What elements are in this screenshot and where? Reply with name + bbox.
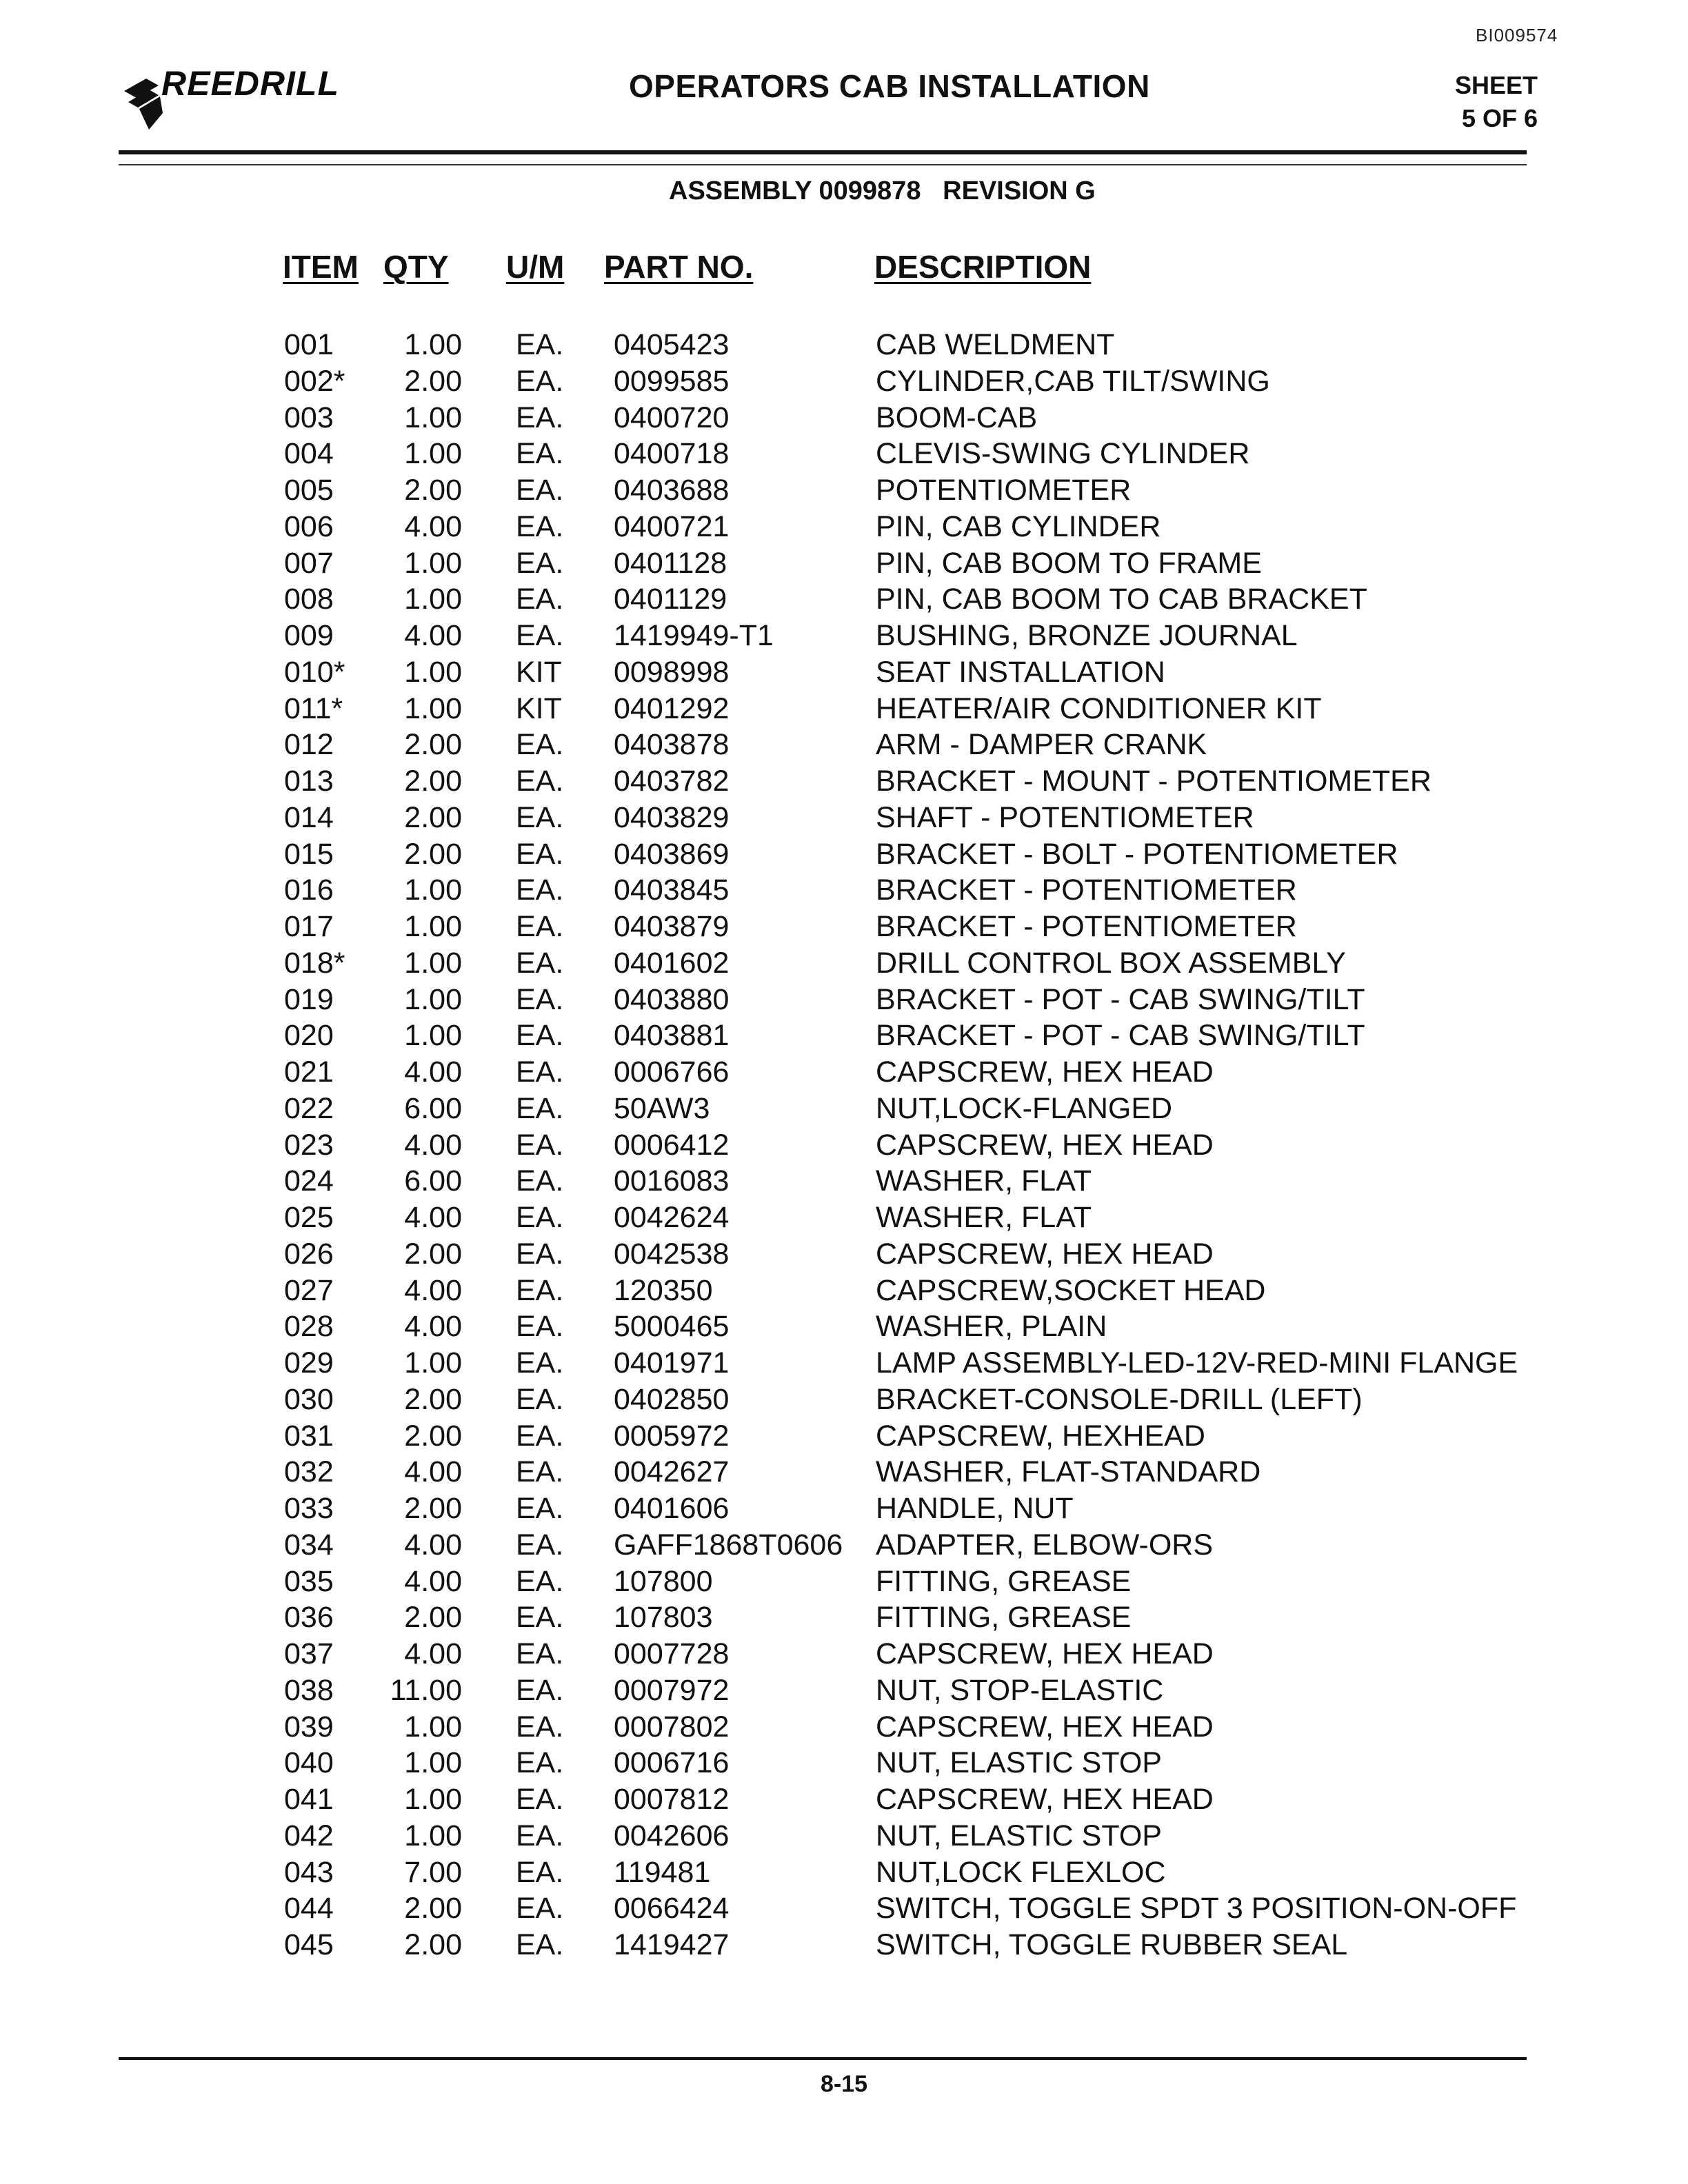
part-number: 0403879 bbox=[614, 910, 730, 943]
quantity: 1.00 bbox=[404, 1710, 462, 1743]
quantity: 1.00 bbox=[404, 437, 462, 471]
part-description: NUT, STOP-ELASTIC bbox=[876, 1673, 1164, 1707]
table-row bbox=[0, 1091, 1688, 1127]
unit-of-measure: KIT bbox=[516, 655, 562, 689]
part-number: 0403782 bbox=[614, 765, 730, 798]
column-header-part-no: PART NO. bbox=[604, 249, 754, 285]
quantity: 2.00 bbox=[404, 1928, 462, 1961]
part-number: 0007728 bbox=[614, 1637, 730, 1670]
unit-of-measure: EA. bbox=[516, 1746, 564, 1780]
sheet-value: 5 OF 6 bbox=[1461, 104, 1538, 132]
item-number: 027 bbox=[284, 1273, 334, 1307]
quantity: 2.00 bbox=[404, 1492, 462, 1525]
table-row bbox=[0, 1745, 1688, 1781]
table-row bbox=[0, 1200, 1688, 1236]
part-number: 0400721 bbox=[614, 509, 730, 543]
part-number: 0400718 bbox=[614, 437, 730, 471]
table-row bbox=[0, 1564, 1688, 1600]
quantity: 1.00 bbox=[404, 910, 462, 943]
table-row bbox=[0, 1781, 1688, 1818]
part-number: 0403688 bbox=[614, 474, 730, 507]
table-row bbox=[0, 945, 1688, 982]
table-row bbox=[0, 327, 1688, 363]
unit-of-measure: EA. bbox=[516, 1673, 564, 1707]
header-divider-thin bbox=[119, 164, 1527, 165]
part-number: 0005972 bbox=[614, 1419, 730, 1453]
page-number: 8-15 bbox=[820, 2071, 868, 2097]
unit-of-measure: EA. bbox=[516, 765, 564, 798]
quantity: 2.00 bbox=[404, 728, 462, 762]
part-description: BRACKET - POTENTIOMETER bbox=[876, 873, 1297, 907]
quantity: 1.00 bbox=[404, 1346, 462, 1379]
part-number: 0066424 bbox=[614, 1892, 730, 1925]
part-description: ADAPTER, ELBOW-ORS bbox=[876, 1528, 1214, 1561]
table-row bbox=[0, 1236, 1688, 1273]
item-number: 030 bbox=[284, 1382, 334, 1416]
unit-of-measure: EA. bbox=[516, 1492, 564, 1525]
part-number: 0042538 bbox=[614, 1237, 730, 1271]
quantity: 4.00 bbox=[404, 1455, 462, 1489]
table-row bbox=[0, 1308, 1688, 1345]
table-row bbox=[0, 982, 1688, 1018]
item-number: 029 bbox=[284, 1346, 334, 1379]
quantity: 4.00 bbox=[404, 1310, 462, 1344]
part-number: 0403878 bbox=[614, 728, 730, 762]
unit-of-measure: EA. bbox=[516, 401, 564, 434]
quantity: 1.00 bbox=[404, 946, 462, 980]
item-number: 019 bbox=[284, 982, 334, 1016]
table-row bbox=[0, 400, 1688, 436]
part-number: 0016083 bbox=[614, 1164, 730, 1198]
document-title: OPERATORS CAB INSTALLATION bbox=[629, 68, 1150, 104]
part-description: PIN, CAB CYLINDER bbox=[876, 509, 1161, 543]
part-number: 107803 bbox=[614, 1601, 713, 1635]
quantity: 7.00 bbox=[404, 1855, 462, 1889]
table-row bbox=[0, 1127, 1688, 1164]
unit-of-measure: EA. bbox=[516, 1419, 564, 1453]
quantity: 4.00 bbox=[404, 619, 462, 652]
part-number: GAFF1868T0606 bbox=[614, 1528, 843, 1561]
item-number: 034 bbox=[284, 1528, 334, 1561]
part-description: HANDLE, NUT bbox=[876, 1492, 1074, 1525]
part-description: DRILL CONTROL BOX ASSEMBLY bbox=[876, 946, 1346, 980]
part-description: CAPSCREW, HEX HEAD bbox=[876, 1783, 1214, 1816]
table-row bbox=[0, 909, 1688, 945]
table-row bbox=[0, 1709, 1688, 1746]
table-row bbox=[0, 691, 1688, 727]
item-number: 020 bbox=[284, 1019, 334, 1053]
unit-of-measure: EA. bbox=[516, 1455, 564, 1489]
table-row bbox=[0, 1672, 1688, 1709]
part-description: SWITCH, TOGGLE SPDT 3 POSITION-ON-OFF bbox=[876, 1892, 1517, 1925]
part-description: NUT,LOCK-FLANGED bbox=[876, 1091, 1173, 1125]
quantity: 1.00 bbox=[404, 546, 462, 580]
unit-of-measure: EA. bbox=[516, 728, 564, 762]
unit-of-measure: EA. bbox=[516, 1091, 564, 1125]
part-description: WASHER, FLAT-STANDARD bbox=[876, 1455, 1261, 1489]
quantity: 2.00 bbox=[404, 364, 462, 398]
item-number: 036 bbox=[284, 1601, 334, 1635]
unit-of-measure: EA. bbox=[516, 1710, 564, 1743]
table-row bbox=[0, 1273, 1688, 1309]
quantity: 1.00 bbox=[404, 873, 462, 907]
part-description: BRACKET - POT - CAB SWING/TILT bbox=[876, 1019, 1365, 1053]
part-number: 0099585 bbox=[614, 364, 730, 398]
unit-of-measure: EA. bbox=[516, 1273, 564, 1307]
part-description: CAPSCREW, HEXHEAD bbox=[876, 1419, 1205, 1453]
part-number: 0400720 bbox=[614, 401, 730, 434]
quantity: 2.00 bbox=[404, 1601, 462, 1635]
column-header-um: U/M bbox=[506, 249, 565, 285]
quantity: 4.00 bbox=[404, 1273, 462, 1307]
unit-of-measure: EA. bbox=[516, 328, 564, 361]
unit-of-measure: EA. bbox=[516, 583, 564, 616]
unit-of-measure: EA. bbox=[516, 474, 564, 507]
part-description: CAPSCREW, HEX HEAD bbox=[876, 1637, 1214, 1670]
part-description: WASHER, PLAIN bbox=[876, 1310, 1107, 1344]
part-description: CLEVIS-SWING CYLINDER bbox=[876, 437, 1250, 471]
quantity: 2.00 bbox=[404, 474, 462, 507]
part-number: 0401606 bbox=[614, 1492, 730, 1525]
quantity: 4.00 bbox=[404, 1201, 462, 1234]
item-number: 033 bbox=[284, 1492, 334, 1525]
item-number: 009 bbox=[284, 619, 334, 652]
unit-of-measure: EA. bbox=[516, 1819, 564, 1852]
unit-of-measure: EA. bbox=[516, 1128, 564, 1162]
quantity: 4.00 bbox=[404, 1055, 462, 1089]
part-description: BRACKET - MOUNT - POTENTIOMETER bbox=[876, 765, 1431, 798]
item-number: 037 bbox=[284, 1637, 334, 1670]
table-row bbox=[0, 1345, 1688, 1382]
item-number: 032 bbox=[284, 1455, 334, 1489]
part-number: 50AW3 bbox=[614, 1091, 710, 1125]
quantity: 1.00 bbox=[404, 1783, 462, 1816]
part-description: BOOM-CAB bbox=[876, 401, 1038, 434]
item-number: 005 bbox=[284, 474, 334, 507]
item-number: 003 bbox=[284, 401, 334, 434]
part-number: 0042606 bbox=[614, 1819, 730, 1852]
item-number: 026 bbox=[284, 1237, 334, 1271]
part-number: 0403880 bbox=[614, 982, 730, 1016]
item-number: 011* bbox=[284, 691, 343, 725]
table-row bbox=[0, 1636, 1688, 1672]
part-number: 0401292 bbox=[614, 691, 730, 725]
item-number: 001 bbox=[284, 328, 334, 361]
part-number: 0401602 bbox=[614, 946, 730, 980]
part-description: BUSHING, BRONZE JOURNAL bbox=[876, 619, 1298, 652]
unit-of-measure: EA. bbox=[516, 1892, 564, 1925]
unit-of-measure: EA. bbox=[516, 1164, 564, 1198]
unit-of-measure: EA. bbox=[516, 1346, 564, 1379]
sheet-indicator bbox=[1407, 69, 1538, 135]
item-number: 044 bbox=[284, 1892, 334, 1925]
unit-of-measure: EA. bbox=[516, 982, 564, 1016]
part-description: CAPSCREW, HEX HEAD bbox=[876, 1237, 1214, 1271]
part-number: 0401128 bbox=[614, 546, 727, 580]
part-description: CAPSCREW,SOCKET HEAD bbox=[876, 1273, 1266, 1307]
part-number: 0403881 bbox=[614, 1019, 730, 1053]
table-row bbox=[0, 1527, 1688, 1564]
unit-of-measure: EA. bbox=[516, 1928, 564, 1961]
quantity: 1.00 bbox=[404, 691, 462, 725]
table-row bbox=[0, 1599, 1688, 1636]
quantity: 4.00 bbox=[404, 1128, 462, 1162]
unit-of-measure: EA. bbox=[516, 910, 564, 943]
item-number: 014 bbox=[284, 800, 334, 834]
part-description: CAPSCREW, HEX HEAD bbox=[876, 1055, 1214, 1089]
part-description: BRACKET - BOLT - POTENTIOMETER bbox=[876, 837, 1398, 871]
quantity: 2.00 bbox=[404, 800, 462, 834]
quantity: 1.00 bbox=[404, 655, 462, 689]
item-number: 041 bbox=[284, 1783, 334, 1816]
table-row bbox=[0, 472, 1688, 509]
item-number: 028 bbox=[284, 1310, 334, 1344]
part-description: LAMP ASSEMBLY-LED-12V-RED-MINI FLANGE bbox=[876, 1346, 1518, 1379]
table-row bbox=[0, 763, 1688, 800]
item-number: 012 bbox=[284, 728, 334, 762]
unit-of-measure: EA. bbox=[516, 946, 564, 980]
quantity: 6.00 bbox=[404, 1164, 462, 1198]
item-number: 038 bbox=[284, 1673, 334, 1707]
table-row bbox=[0, 618, 1688, 654]
document-id: BI009574 bbox=[1476, 25, 1558, 46]
part-description: PIN, CAB BOOM TO FRAME bbox=[876, 546, 1262, 580]
table-row bbox=[0, 1418, 1688, 1455]
item-number: 040 bbox=[284, 1746, 334, 1780]
quantity: 2.00 bbox=[404, 765, 462, 798]
company-logo bbox=[119, 58, 367, 134]
part-description: CAB WELDMENT bbox=[876, 328, 1115, 361]
item-number: 017 bbox=[284, 910, 334, 943]
item-number: 023 bbox=[284, 1128, 334, 1162]
unit-of-measure: EA. bbox=[516, 546, 564, 580]
part-number: 1419427 bbox=[614, 1928, 730, 1961]
part-description: SHAFT - POTENTIOMETER bbox=[876, 800, 1254, 834]
table-row bbox=[0, 1890, 1688, 1927]
part-description: CAPSCREW, HEX HEAD bbox=[876, 1128, 1214, 1162]
item-number: 004 bbox=[284, 437, 334, 471]
part-description: NUT, ELASTIC STOP bbox=[876, 1746, 1162, 1780]
logo-text: REEDRILL bbox=[161, 64, 339, 103]
item-number: 043 bbox=[284, 1855, 334, 1889]
quantity: 4.00 bbox=[404, 1564, 462, 1598]
column-header-item: ITEM bbox=[283, 249, 359, 285]
table-row bbox=[0, 1854, 1688, 1891]
part-description: FITTING, GREASE bbox=[876, 1601, 1132, 1635]
table-row bbox=[0, 363, 1688, 400]
unit-of-measure: EA. bbox=[516, 1310, 564, 1344]
table-row bbox=[0, 1454, 1688, 1490]
unit-of-measure: EA. bbox=[516, 1855, 564, 1889]
part-number: 0042627 bbox=[614, 1455, 730, 1489]
part-description: WASHER, FLAT bbox=[876, 1164, 1092, 1198]
item-number: 035 bbox=[284, 1564, 334, 1598]
part-number: 0007812 bbox=[614, 1783, 730, 1816]
unit-of-measure: EA. bbox=[516, 800, 564, 834]
quantity: 1.00 bbox=[404, 1019, 462, 1053]
footer-divider bbox=[119, 2057, 1527, 2060]
unit-of-measure: EA. bbox=[516, 1055, 564, 1089]
unit-of-measure: EA. bbox=[516, 437, 564, 471]
part-description: BRACKET - POTENTIOMETER bbox=[876, 910, 1297, 943]
item-number: 042 bbox=[284, 1819, 334, 1852]
item-number: 006 bbox=[284, 509, 334, 543]
parts-list bbox=[0, 327, 1688, 1963]
unit-of-measure: EA. bbox=[516, 619, 564, 652]
quantity: 2.00 bbox=[404, 837, 462, 871]
part-number: 0401129 bbox=[614, 583, 727, 616]
table-row bbox=[0, 436, 1688, 472]
quantity: 1.00 bbox=[404, 401, 462, 434]
part-description: NUT, ELASTIC STOP bbox=[876, 1819, 1162, 1852]
unit-of-measure: EA. bbox=[516, 1201, 564, 1234]
item-number: 018* bbox=[284, 946, 345, 980]
table-row bbox=[0, 1382, 1688, 1418]
quantity: 4.00 bbox=[404, 1528, 462, 1561]
unit-of-measure: EA. bbox=[516, 1528, 564, 1561]
unit-of-measure: EA. bbox=[516, 1601, 564, 1635]
unit-of-measure: KIT bbox=[516, 691, 562, 725]
part-description: BRACKET - POT - CAB SWING/TILT bbox=[876, 982, 1365, 1016]
unit-of-measure: EA. bbox=[516, 873, 564, 907]
table-row bbox=[0, 1054, 1688, 1091]
unit-of-measure: EA. bbox=[516, 1783, 564, 1816]
unit-of-measure: EA. bbox=[516, 509, 564, 543]
part-description: POTENTIOMETER bbox=[876, 474, 1132, 507]
item-number: 010* bbox=[284, 655, 345, 689]
part-description: CAPSCREW, HEX HEAD bbox=[876, 1710, 1214, 1743]
quantity: 2.00 bbox=[404, 1419, 462, 1453]
item-number: 045 bbox=[284, 1928, 334, 1961]
quantity: 11.00 bbox=[390, 1673, 462, 1707]
part-description: ARM - DAMPER CRANK bbox=[876, 728, 1207, 762]
table-row bbox=[0, 509, 1688, 545]
column-header-qty: QTY bbox=[383, 249, 449, 285]
table-row bbox=[0, 1818, 1688, 1854]
item-number: 021 bbox=[284, 1055, 334, 1089]
part-number: 0405423 bbox=[614, 328, 730, 361]
item-number: 016 bbox=[284, 873, 334, 907]
assembly-revision: ASSEMBLY 0099878 REVISION G bbox=[669, 176, 1096, 205]
table-row bbox=[0, 836, 1688, 873]
unit-of-measure: EA. bbox=[516, 1564, 564, 1598]
quantity: 1.00 bbox=[404, 1746, 462, 1780]
quantity: 2.00 bbox=[404, 1892, 462, 1925]
part-description: WASHER, FLAT bbox=[876, 1201, 1092, 1234]
part-number: 0006412 bbox=[614, 1128, 730, 1162]
table-row bbox=[0, 872, 1688, 909]
item-number: 039 bbox=[284, 1710, 334, 1743]
part-description: HEATER/AIR CONDITIONER KIT bbox=[876, 691, 1322, 725]
quantity: 2.00 bbox=[404, 1382, 462, 1416]
table-row bbox=[0, 800, 1688, 836]
table-row bbox=[0, 654, 1688, 691]
table-row bbox=[0, 727, 1688, 763]
item-number: 025 bbox=[284, 1201, 334, 1234]
unit-of-measure: EA. bbox=[516, 1237, 564, 1271]
table-row bbox=[0, 1163, 1688, 1200]
table-row bbox=[0, 1927, 1688, 1963]
part-number: 0403869 bbox=[614, 837, 730, 871]
part-number: 107800 bbox=[614, 1564, 713, 1598]
header-divider bbox=[119, 150, 1527, 154]
table-row bbox=[0, 545, 1688, 582]
part-number: 0007802 bbox=[614, 1710, 730, 1743]
part-number: 0403845 bbox=[614, 873, 730, 907]
unit-of-measure: EA. bbox=[516, 1019, 564, 1053]
item-number: 015 bbox=[284, 837, 334, 871]
part-number: 1419949-T1 bbox=[614, 619, 774, 652]
quantity: 4.00 bbox=[404, 1637, 462, 1670]
part-number: 0042624 bbox=[614, 1201, 730, 1234]
part-description: SEAT INSTALLATION bbox=[876, 655, 1165, 689]
unit-of-measure: EA. bbox=[516, 1382, 564, 1416]
item-number: 007 bbox=[284, 546, 334, 580]
unit-of-measure: EA. bbox=[516, 1637, 564, 1670]
item-number: 024 bbox=[284, 1164, 334, 1198]
part-number: 119481 bbox=[614, 1855, 711, 1889]
quantity: 1.00 bbox=[404, 1819, 462, 1852]
part-description: CYLINDER,CAB TILT/SWING bbox=[876, 364, 1270, 398]
part-number: 0006716 bbox=[614, 1746, 730, 1780]
column-headers bbox=[0, 248, 1688, 290]
unit-of-measure: EA. bbox=[516, 837, 564, 871]
table-row bbox=[0, 1490, 1688, 1527]
unit-of-measure: EA. bbox=[516, 364, 564, 398]
part-description: FITTING, GREASE bbox=[876, 1564, 1132, 1598]
part-number: 0006766 bbox=[614, 1055, 730, 1089]
column-header-description: DESCRIPTION bbox=[874, 249, 1092, 285]
part-description: BRACKET-CONSOLE-DRILL (LEFT) bbox=[876, 1382, 1363, 1416]
quantity: 1.00 bbox=[404, 982, 462, 1016]
part-number: 120350 bbox=[614, 1273, 713, 1307]
part-number: 0402850 bbox=[614, 1382, 730, 1416]
part-number: 0403829 bbox=[614, 800, 730, 834]
part-number: 0007972 bbox=[614, 1673, 730, 1707]
part-description: NUT,LOCK FLEXLOC bbox=[876, 1855, 1166, 1889]
item-number: 022 bbox=[284, 1091, 334, 1125]
item-number: 031 bbox=[284, 1419, 334, 1453]
item-number: 008 bbox=[284, 583, 334, 616]
quantity: 1.00 bbox=[404, 583, 462, 616]
table-row bbox=[0, 581, 1688, 618]
part-number: 0098998 bbox=[614, 655, 730, 689]
quantity: 4.00 bbox=[404, 509, 462, 543]
part-number: 5000465 bbox=[614, 1310, 730, 1344]
table-row bbox=[0, 1018, 1688, 1054]
sheet-label: SHEET bbox=[1454, 71, 1538, 99]
part-description: SWITCH, TOGGLE RUBBER SEAL bbox=[876, 1928, 1348, 1961]
quantity: 1.00 bbox=[404, 328, 462, 361]
item-number: 002* bbox=[284, 364, 345, 398]
part-number: 0401971 bbox=[614, 1346, 730, 1379]
quantity: 6.00 bbox=[404, 1091, 462, 1125]
quantity: 2.00 bbox=[404, 1237, 462, 1271]
part-description: PIN, CAB BOOM TO CAB BRACKET bbox=[876, 583, 1367, 616]
item-number: 013 bbox=[284, 765, 334, 798]
